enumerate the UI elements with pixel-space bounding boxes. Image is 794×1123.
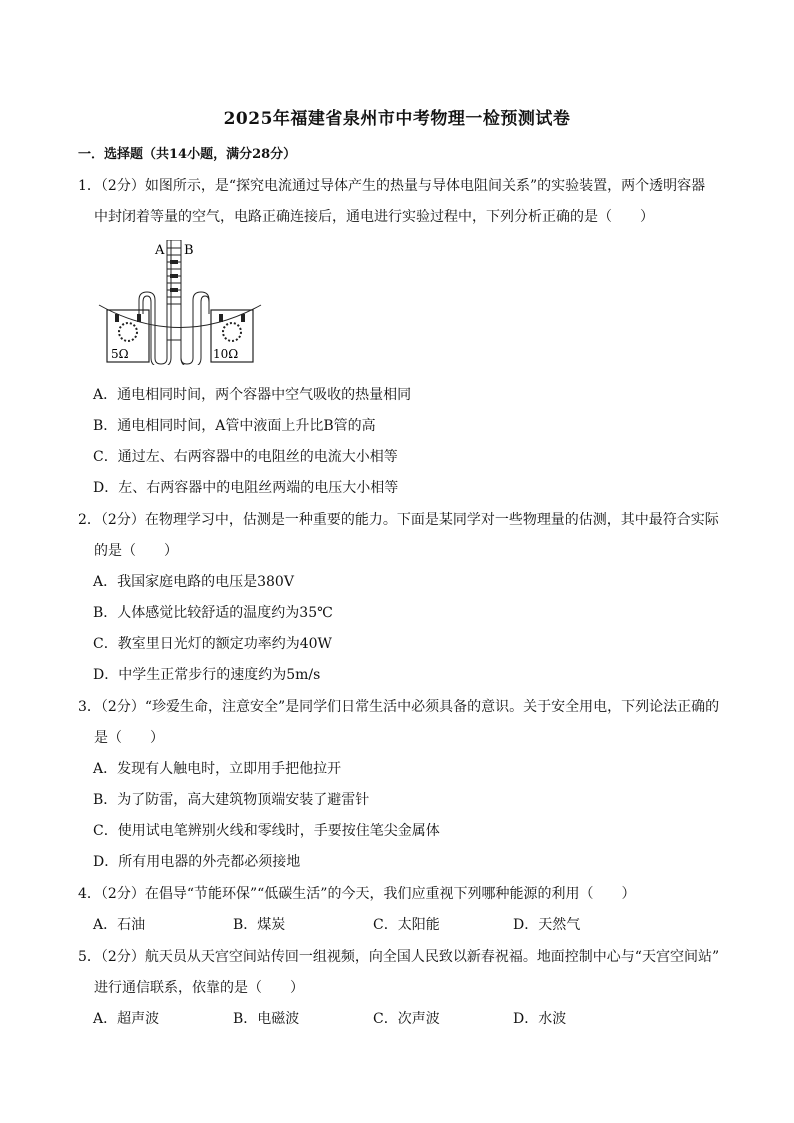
- question-2-option-a: A．我国家庭电路的电压是380V: [93, 574, 294, 590]
- question-4-option-d: D．天然气: [513, 917, 581, 933]
- question-5-line-1: 5．（2分）航天员从天宫空间站传回一组视频，向全国人民致以新春祝福。地面控制中心与“天宫空间站”: [78, 949, 720, 965]
- question-2-line-2: 的是（ ）: [94, 543, 178, 559]
- question-4-option-b: B．煤炭: [233, 917, 286, 933]
- label-a: A: [155, 243, 165, 258]
- question-4-line-1: 4．（2分）在倡导“节能环保”“低碳生活”的今天，我们应重视下列哪种能源的利用（ ）: [78, 886, 636, 902]
- question-2-option-c: C．教室里日光灯的额定功率约为40W: [93, 636, 332, 652]
- question-1-line-1: 1．（2分）如图所示，是“探究电流通过导体产生的热量与导体电阻间关系”的实验装置，两个透明容器: [78, 178, 706, 194]
- question-3-line-1: 3．（2分）“珍爱生命，注意安全”是同学们日常生活中必须具备的意识。关于安全用电，下列论法正确的: [78, 699, 720, 715]
- question-1-line-2: 中封闭着等量的空气，电路正确连接后，通电进行实验过程中，下列分析正确的是（ ）: [94, 209, 654, 225]
- question-1-option-d: D．左、右两容器中的电阻丝两端的电压大小相等: [93, 480, 399, 496]
- question-1-option-a: A．通电相同时间，两个容器中空气吸收的热量相同: [93, 387, 412, 403]
- question-3-line-2: 是（ ）: [94, 730, 164, 746]
- exam-title: 2025年福建省泉州市中考物理一检预测试卷: [223, 109, 571, 129]
- right-resistor-label: 10Ω: [213, 347, 239, 361]
- question-2-line-1: 2．（2分）在物理学习中，估测是一种重要的能力。下面是某同学对一些物理量的估测，其中最符合实际: [78, 512, 719, 528]
- question-4-option-a: A．石油: [93, 917, 146, 933]
- question-3-option-b: B．为了防雷，高大建筑物顶端安装了避雷针: [93, 792, 370, 808]
- question-2-option-d: D．中学生正常步行的速度约为5m/s: [93, 667, 321, 683]
- question-4-options: [93, 914, 653, 934]
- left-resistor-label: 5Ω: [111, 347, 129, 361]
- question-1-option-c: C．通过左、右两容器中的电阻丝的电流大小相等: [93, 449, 398, 465]
- question-2-option-b: B．人体感觉比较舒适的温度约为35℃: [93, 605, 333, 621]
- question-4-option-c: C．太阳能: [373, 917, 440, 933]
- question-3-option-c: C．使用试电笔辨别火线和零线时，手要按住笔尖金属体: [93, 823, 440, 839]
- question-3-option-a: A．发现有人触电时，立即用手把他拉开: [93, 761, 342, 777]
- question-5-option-d: D．水波: [513, 1011, 567, 1027]
- question-5-option-a: A．超声波: [93, 1011, 160, 1027]
- question-5-option-c: C．次声波: [373, 1011, 440, 1027]
- label-b: B: [184, 243, 194, 258]
- question-3-option-d: D．所有用电器的外壳都必须接地: [93, 854, 301, 870]
- experiment-figure: [95, 240, 265, 365]
- section-heading: 一．选择题（共14小题，满分28分）: [78, 147, 297, 162]
- question-5-line-2: 进行通信联系，依靠的是（ ）: [94, 980, 304, 996]
- question-5-options: [93, 1008, 653, 1028]
- question-1-option-b: B．通电相同时间，A管中液面上升比B管的高: [93, 418, 376, 434]
- question-5-option-b: B．电磁波: [233, 1011, 300, 1027]
